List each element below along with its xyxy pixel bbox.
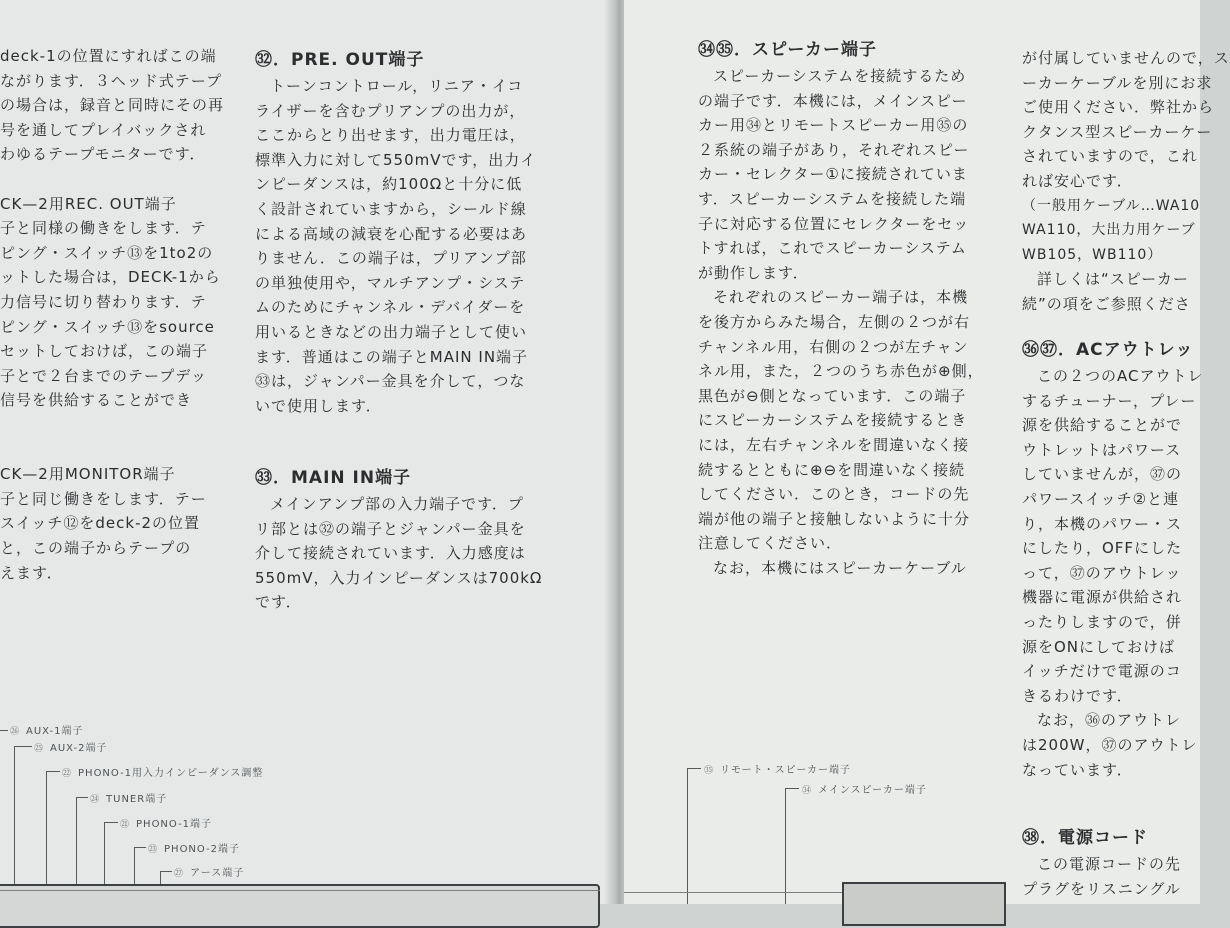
text-line: には，左右チャンネルを間違いなく接 [698, 436, 970, 454]
text-line: の端子です．本機には，メインスピー [698, 91, 968, 110]
text-line: 用いるときなどの出力端子として使い [255, 323, 528, 341]
right-column-2 [1022, 46, 1230, 904]
text-line: 550mV，入力インピーダンスは700kΩ [255, 568, 543, 587]
text-line: してください．このとき，コードの先 [698, 485, 970, 504]
text-line: を後方からみた場合，左側の２つが右 [698, 313, 971, 331]
text-line: パワースイッチ②と連 [1022, 490, 1180, 508]
text-line: ットした場合は，DECK-1から [0, 268, 221, 287]
text-line: 信号を供給することができ [0, 391, 193, 410]
text-line: の単独使用や，マルチアンプ・システ [255, 273, 526, 292]
text-line: です． [255, 593, 302, 612]
text-line: 子と同様の働きをします．テ [0, 219, 207, 238]
text-line: プラグをリスニングル [1022, 879, 1181, 898]
text-line: ウトレットはパワース [1022, 440, 1182, 459]
text-line: CK—2用MONITOR端子 [0, 465, 176, 484]
text-line: それぞれのスピーカー端子は，本機 [713, 288, 969, 307]
text-line: スピーカーシステムを接続するため [713, 67, 967, 85]
text-line: deck-1の位置にすればこの端 [0, 47, 217, 65]
text-line: って，㊲のアウトレッ [1022, 563, 1182, 582]
text-line: トーンコントロール，リニア・イコ [270, 77, 524, 95]
diagram-label-aux1: ㉖ AUX-1端子 [10, 726, 84, 737]
text-line: 端が他の端子と接触しないように十分 [698, 509, 971, 528]
text-line: するチューナー，プレー [1022, 391, 1197, 410]
text-line: スイッチ⑫をdeck-2の位置 [0, 514, 201, 533]
section-34-35-heading: ㉞㉟．スピーカー端子 [698, 40, 877, 60]
text-line: していませんが，㊲の [1022, 465, 1183, 484]
section-38-heading: ㊳．電源コード [1022, 828, 1148, 848]
text-line: なっています． [1022, 760, 1133, 779]
text-line: されていますので，これ [1022, 147, 1198, 166]
text-line: チャンネル用，右側の２つが左チャン [698, 337, 969, 356]
left-column-2 [255, 48, 555, 648]
text-line: わゆるテープモニターです． [0, 145, 206, 164]
text-line: ながります．３ヘッド式テープ [0, 71, 223, 90]
text-line: いで使用します． [255, 396, 382, 415]
section-33-heading: ㉝．MAIN IN端子 [255, 468, 412, 488]
text-line: クタンス型スピーカーケー [1022, 122, 1213, 141]
text-line: ネル用，また，２つのうち赤色が⊕側， [698, 362, 984, 381]
diagram-label-aux2: ㉕ AUX-2端子 [34, 743, 108, 754]
text-line: なお，㊱のアウトレ [1037, 711, 1182, 730]
text-line: ムのためにチャンネル・デバイダーを [255, 298, 526, 317]
text-line: ーカーケーブルを別にお求 [1022, 73, 1213, 92]
diagram-label-tuner: ㉔ TUNER端子 [90, 794, 168, 805]
text-line: 介して接続されています．入力感度は [255, 544, 526, 563]
text-line: セットしておけば，この端子 [0, 342, 209, 361]
text-line: ったりしますので，併 [1022, 613, 1182, 631]
text-line: この２つのACアウトレ [1037, 367, 1204, 385]
text-line: 源を供給することがで [1022, 416, 1183, 435]
text-line: ンピーダンスは，約100Ωと十分に低 [255, 175, 523, 194]
text-line: 続するとともに⊕⊖を間違いなく接続 [698, 460, 966, 479]
text-line: この電源コードの先 [1037, 855, 1182, 873]
diagram-label-phono1-impedance: ㉒ PHONO-1用入力インピーダンス調整 [62, 768, 264, 779]
text-line: メインアンプ部の入力端子です．プ [270, 495, 524, 513]
text-line: にしたり，OFFにした [1022, 539, 1183, 558]
text-line: 号を通してプレイバックされ [0, 120, 207, 139]
text-line: は200W，㊲のアウトレ [1022, 736, 1198, 754]
text-line: 力信号に切り替わります．テ [0, 293, 207, 311]
text-line: イッチだけで電源のコ [1022, 662, 1182, 681]
text-line: ピング・スイッチ⑬を1to2の [0, 243, 214, 262]
text-line: く設計されていますから，シールド線 [255, 200, 527, 218]
text-line: ライザーを含むプリアンプの出力が， [255, 101, 526, 120]
text-line: ご使用ください．弊社から [1022, 98, 1215, 117]
text-line: 子と同じ働きをします．テー [0, 489, 207, 508]
text-line: WA110，大出力用ケーブ [1022, 222, 1196, 239]
right-page [624, 0, 1230, 904]
section-32-heading: ㉜．PRE. OUT端子 [255, 50, 425, 70]
text-line: えます． [0, 563, 63, 582]
text-line: 子とで２台までのテープデッ [0, 366, 207, 385]
text-line: ここからとり出せます，出力電圧は， [255, 126, 526, 145]
text-line: きるわけです． [1022, 686, 1133, 705]
text-line: 源をONにしておけば [1022, 637, 1176, 656]
text-line: 詳しくは“スピーカー [1037, 270, 1189, 289]
text-line: りません．この端子は，プリアンプ部 [255, 249, 527, 268]
text-line: 機器に電源が供給され [1022, 588, 1183, 607]
text-line: WB105，WB110） [1022, 246, 1163, 263]
text-line: カー・セレクター①に接続されていま [698, 165, 968, 184]
diagram-label-phono2: ㉓ PHONO-2端子 [148, 844, 241, 855]
text-line: リ部とは㉜の端子とジャンパー金具を [255, 519, 526, 538]
right-column-1 [698, 38, 998, 598]
section-36-37-heading: ㊱㊲．ACアウトレッ [1022, 340, 1194, 360]
text-line: ２系統の端子があり，それぞれスピー [698, 140, 970, 159]
diagram-label-earth: ㉗ アース端子 [174, 868, 245, 879]
text-line: が動作します． [698, 263, 809, 282]
text-line: と，この端子からテープの [0, 539, 192, 557]
left-page [0, 0, 612, 904]
text-line: （一般用ケーブル…WA10 [1022, 197, 1201, 214]
text-line: 子に対応する位置にセレクターをセッ [698, 214, 970, 233]
text-line: す．スピーカーシステムを接続した端 [698, 190, 967, 208]
text-line: 注意してください． [698, 534, 843, 553]
text-line: CK—2用REC. OUT端子 [0, 194, 177, 213]
text-line: ㉝は，ジャンパー金具を介して，つな [255, 372, 526, 391]
text-line: ピング・スイッチ⑬をsource [0, 317, 215, 336]
text-line: が付属していませんので，ス [1022, 49, 1230, 67]
diagram-label-phono1: ㉑ PHONO-1端子 [120, 819, 213, 830]
text-line: トすれば，これでスピーカーシステム [698, 239, 967, 258]
text-line: 黒色が⊖側となっています．この端子 [698, 386, 967, 405]
diagram-label-remote-speaker: ㉟ リモート・スピーカー端子 [704, 765, 852, 776]
left-column-1 [0, 44, 225, 644]
text-line: れば安心です． [1022, 172, 1133, 190]
text-line: ます．普通はこの端子とMAIN IN端子 [255, 347, 529, 366]
text-line: の場合は，録音と同時にその再 [0, 96, 225, 115]
rear-panel-outline-right [842, 882, 1006, 926]
text-line: カー用㉞とリモートスピーカー用㉟の [698, 116, 969, 135]
diagram-label-main-speaker: ㉞ メインスピーカー端子 [802, 785, 927, 796]
text-line: 標準入力に対して550mVです，出力イ [255, 150, 537, 169]
text-line: り，本機のパワー・ス [1022, 514, 1183, 533]
text-line: 続”の項をご参照くださ [1022, 295, 1191, 313]
text-line: による高域の減衰を心配する必要はあ [255, 224, 528, 243]
text-line: なお，本機にはスピーカーケーブル [713, 559, 967, 577]
text-line: にスピーカーシステムを接続するとき [698, 411, 968, 430]
